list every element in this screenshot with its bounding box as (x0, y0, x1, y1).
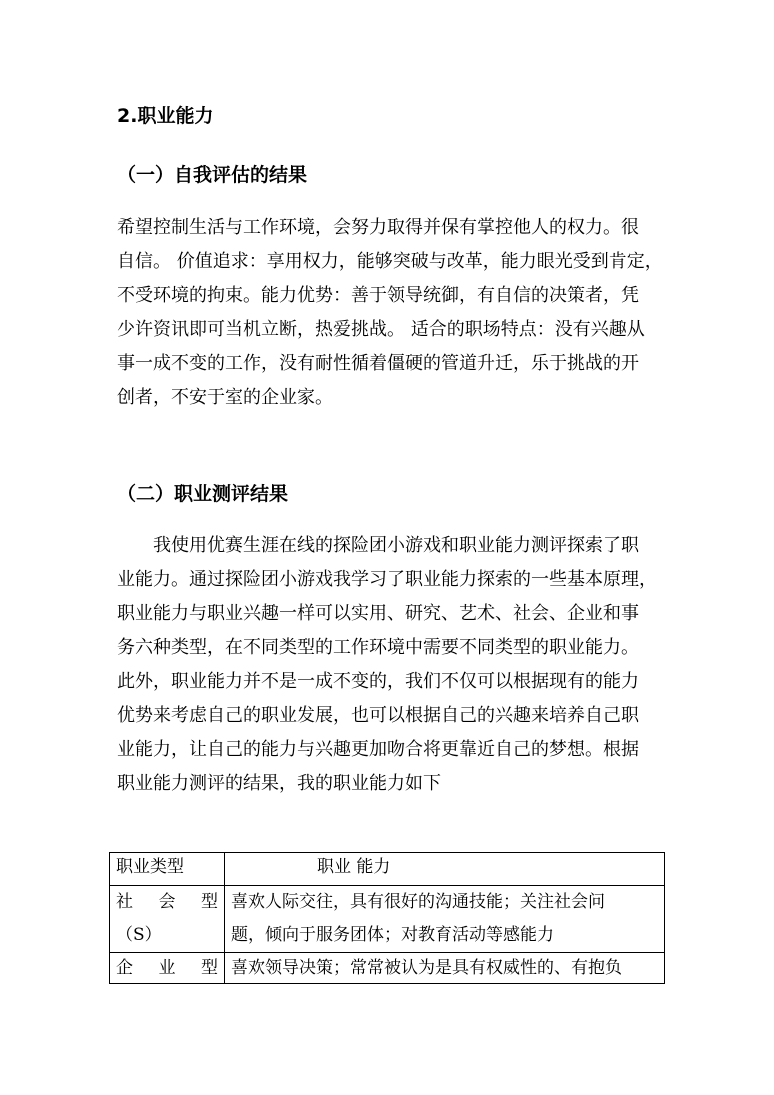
section-title: 2.职业能力 (117, 105, 214, 127)
paragraph-line: 职业能力测评的结果，我的职业能力如下 (117, 773, 441, 794)
paragraph-line: 此外，职业能力并不是一成不变的，我们不仅可以根据现有的能力 (117, 671, 639, 692)
table-row (110, 953, 665, 984)
paragraph-line: 我使用优赛生涯在线的探险团小游戏和职业能力测评探索了职 (153, 535, 639, 556)
paragraph-line: 自信。 价值追求：享用权力，能够突破与改革，能力眼光受到肯定， (117, 251, 663, 272)
paragraph-line: 事一成不变的工作，没有耐性循着僵硬的管道升迁，乐于挑战的开 (117, 353, 639, 374)
ability-line: 喜欢人际交往，具有很好的沟通技能；关注社会问 (231, 892, 605, 912)
subsection-title-assessment-results: （二）职业测评结果 (117, 483, 289, 505)
career-type-cell (110, 886, 225, 953)
career-ability-cell (225, 953, 665, 984)
paragraph-line: 不受环境的拘束。能力优势：善于领导统御，有自信的决策者，凭 (117, 285, 639, 306)
career-ability-cell (225, 886, 665, 953)
subsection-title-self-assessment: （一）自我评估的结果 (117, 164, 308, 186)
career-type-cell (110, 953, 225, 984)
paragraph-line: 务六种类型，在不同类型的工作环境中需要不同类型的职业能力。 (117, 637, 639, 658)
paragraph-line: 创者，不安于室的企业家。 (117, 387, 333, 408)
header-career-type: 职业类型 (110, 853, 225, 886)
table-header-row (110, 853, 665, 886)
career-type-name: 企 业 型 (116, 958, 218, 978)
paragraph-line: 业能力，让自己的能力与兴趣更加吻合将更靠近自己的梦想。根据 (117, 739, 639, 760)
paragraph-line: 希望控制生活与工作环境，会努力取得并保有掌控他人的权力。很 (117, 217, 639, 238)
paragraph-line: 职业能力与职业兴趣一样可以实用、研究、艺术、社会、企业和事 (117, 603, 639, 624)
self-assessment-paragraph (117, 211, 665, 415)
paragraph-line: 优势来考虑自己的职业发展，也可以根据自己的兴趣来培养自己职 (117, 705, 639, 726)
career-type-code: （S） (116, 925, 162, 945)
paragraph-line: 少许资讯即可当机立断，热爱挑战。 适合的职场特点：没有兴趣从 (117, 319, 645, 340)
ability-line: 题，倾向于服务团体；对教育活动等感能力 (231, 925, 554, 945)
header-career-ability: 职业 能力 (225, 853, 665, 886)
assessment-paragraph (117, 529, 665, 801)
ability-line: 喜欢领导决策；常常被认为是具有权威性的、有抱负 (231, 958, 622, 978)
career-ability-table (109, 852, 665, 984)
career-type-name: 社 会 型 (116, 892, 218, 912)
table-row (110, 886, 665, 953)
paragraph-line: 业能力。通过探险团小游戏我学习了职业能力探索的一些基本原理， (117, 569, 657, 590)
